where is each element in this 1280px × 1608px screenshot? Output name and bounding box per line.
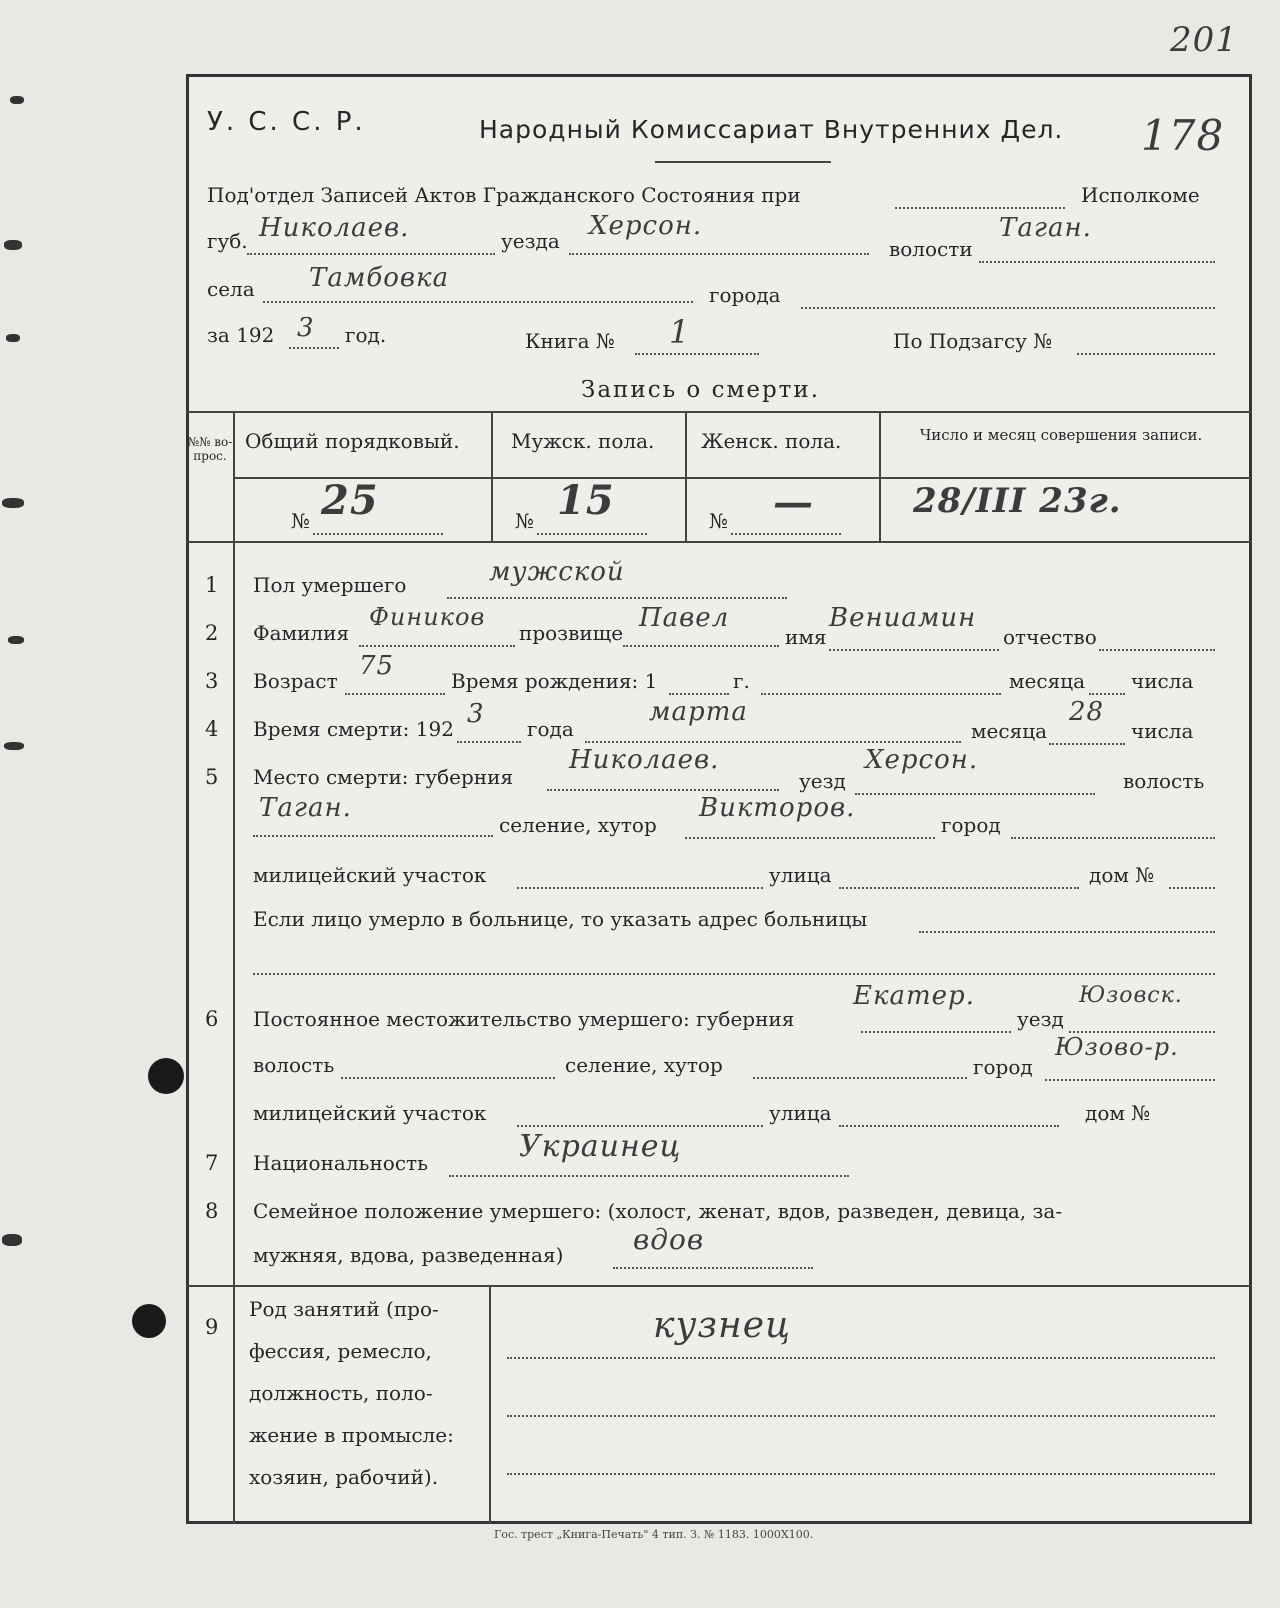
q6-gorod: город [973,1055,1033,1079]
subdept-label: Под'отдел Записей Актов Гражданского Состояния при [207,183,801,207]
q9-divider [489,1285,491,1524]
question-number: 6 [205,1007,219,1031]
edge-speck [8,636,24,644]
q9-line-1: Род занятий (про- [249,1297,439,1321]
question-number: 4 [205,717,219,741]
q6-selo-line [753,1077,967,1079]
q6-dom: дом № [1085,1101,1151,1125]
q6-volost-line [341,1077,555,1079]
edge-speck [6,334,20,342]
printer-footer: Гос. трест „Книга-Печать" 4 тип. З. № 1183. 1000Х100. [494,1528,814,1541]
record-title: Запись о смерти. [581,377,821,403]
q1-label: Пол умершего [253,573,407,597]
q6-gorod-line [1045,1079,1215,1081]
q3-month: месяца [1009,669,1085,693]
podzags-line [1077,353,1215,355]
question-number: 2 [205,621,219,645]
q3-label: Возраст [253,669,338,693]
q6-ulica: улица [769,1101,832,1125]
edge-speck [4,240,22,250]
q7-value: Украинец [519,1129,682,1164]
gorod-label: города [709,283,781,307]
q-column-header: №№ во- прос. [187,435,233,463]
q6-volost: волость [253,1053,335,1077]
col1-num-line [313,533,443,535]
question-number: 3 [205,669,219,693]
q6-milit: милицейский участок [253,1101,487,1125]
q6-uezd-label: уезд [1017,1007,1064,1031]
q6-label: Постоянное местожительство умершего: губерния [253,1007,795,1031]
volost-label: волости [889,237,973,261]
year-label: за 192 [207,323,275,347]
col2-divider [685,411,687,541]
q4-year-line [457,741,521,743]
col3-num-label: № [709,509,728,533]
uezd-value: Херсон. [589,211,703,241]
q2-surname: Фиников [369,603,486,631]
q5-selo-label: селение, хутор [499,813,657,837]
q9-answer-line-3 [507,1473,1215,1475]
uezd-line [569,253,869,255]
col4-header: Число и месяц совершения записи. [919,426,1203,444]
uezd-label: уезда [501,229,560,253]
commissariat-title: Народный Комиссариат Внутренних Дел. [479,115,1064,144]
year-line [289,347,339,349]
q2-nickname-label: прозвище [519,621,624,645]
q2-nickname-line [623,645,779,647]
q5-volost-value: Таган. [259,793,352,823]
q8-value: вдов [633,1223,705,1256]
question-number: 7 [205,1151,219,1175]
q5-hospital-line [919,931,1215,933]
q5-ulica-line [839,887,1079,889]
q5-gub-line [547,789,779,791]
corner-number: 201 [1170,20,1238,60]
q4-day: числа [1131,719,1194,743]
q9-line-3: должность, поло- [249,1381,433,1405]
republic-label: У. С. С. Р. [207,107,366,137]
q5-gub: Николаев. [569,745,720,775]
q5-dom: дом № [1089,863,1155,887]
q-column-divider [233,411,235,1524]
q4-month-value: марта [649,697,748,727]
q4-month: месяца [971,719,1047,743]
q6-gorod-value: Юзово-р. [1055,1033,1179,1061]
q3-birth-line [669,693,729,695]
q3-day: числа [1131,669,1194,693]
edge-speck [2,498,24,508]
question-number: 8 [205,1199,219,1223]
q2-name-label: имя [785,625,827,649]
q9-line-5: хозяин, рабочий). [249,1465,439,1489]
q9-value: кузнец [653,1305,792,1346]
punch-hole [132,1304,166,1338]
q9-answer-line-2 [507,1415,1215,1417]
q6-gub-line [861,1031,1011,1033]
q4-day-line [1049,743,1125,745]
question-number: 5 [205,765,219,789]
q2-label: Фамилия [253,621,350,645]
book-line [635,353,759,355]
q5-selo-line [685,837,935,839]
book-value: 1 [669,313,691,351]
table-top-line [186,411,1252,413]
q5-uezd-label: уезд [799,769,846,793]
q7-label: Национальность [253,1151,428,1175]
subdept-suffix: Исполкоме [1081,183,1200,207]
handwritten-number: 178 [1141,111,1225,160]
q3-value: 75 [359,651,395,681]
col1-num-label: № [291,509,310,533]
question-number: 9 [205,1315,219,1339]
gub-label: губ. [207,229,248,253]
q1-value: мужской [489,557,625,587]
gub-line [247,253,495,255]
q2-name-line [829,649,999,651]
volost-line [979,261,1215,263]
col1-header: Общий порядковый. [245,429,460,453]
q3-g: г. [733,669,750,693]
q2-name: Вениамин [829,603,977,633]
col3-header: Женск. пола. [701,429,842,453]
q9-top-line [186,1285,1252,1287]
col2-value: 15 [557,477,615,524]
q6-milit-line [517,1125,763,1127]
edge-speck [4,742,24,750]
q5-milit-line [517,887,763,889]
title-underline [655,161,831,163]
q4-month-line [585,741,961,743]
col2-num-line [537,533,647,535]
q1-line [447,597,787,599]
col3-divider [879,411,881,541]
q4-year: 3 [467,699,485,729]
q7-line [449,1175,849,1177]
edge-speck [2,1234,22,1246]
q3-day-line [1089,693,1125,695]
book-label: Книга № [525,329,615,353]
year-suffix: год. [345,323,387,347]
q5-gorod: город [941,813,1001,837]
col3-value: — [773,479,814,526]
edge-speck [10,96,24,104]
q9-line-4: жение в промысле: [249,1423,454,1447]
selo-line [263,301,693,303]
col1-value: 25 [321,477,379,524]
death-record-form [186,74,1252,1524]
q2-nickname: Павел [639,603,730,633]
q5-ulica: улица [769,863,832,887]
col2-header: Мужск. пола. [511,429,655,453]
q6-selo: селение, хутор [565,1053,723,1077]
col4-value: 28/III 23г. [913,481,1122,521]
q5-milit: милицейский участок [253,863,487,887]
q8-label-2: мужняя, вдова, разведенная) [253,1243,564,1267]
q5-gorod-line [1011,837,1215,839]
col1-divider [491,411,493,541]
selo-value: Тамбовка [309,263,450,293]
col2-num-label: № [515,509,534,533]
q5-volost: волость [1123,769,1205,793]
volost-value: Таган. [999,213,1092,243]
q5-volost-line [253,835,493,837]
q4-year-suffix: года [527,717,574,741]
q5-hospital: Если лицо умерло в больнице, то указать адрес больницы [253,907,868,931]
q3-birth-label: Время рождения: 1 [451,669,658,693]
table-body-line [186,541,1252,543]
punch-hole [148,1058,184,1094]
q6-ulica-line [839,1125,1059,1127]
subdept-line [895,207,1065,209]
q5-selo: Викторов. [699,793,856,823]
table-header-divider [233,477,1251,479]
q5-uezd-line [855,793,1095,795]
q2-surname-line [359,645,515,647]
gorod-line [801,307,1215,309]
q3-month-line [761,693,1001,695]
q9-answer-line-1 [507,1357,1215,1359]
question-number: 1 [205,573,219,597]
q9-line-2: фессия, ремесло, [249,1339,432,1363]
q5-label: Место смерти: губерния [253,765,514,789]
selo-label: села [207,277,255,301]
q5-hospital-line-2 [253,973,1215,975]
q5-dom-line [1169,887,1215,889]
q2-patronymic-line [1099,649,1215,651]
q6-uezd: Юзовск. [1079,983,1183,1008]
podzags-label: По Подзагсу № [893,329,1053,353]
q4-day-value: 28 [1069,697,1105,727]
q4-label: Время смерти: 192 [253,717,454,741]
q8-label: Семейное положение умершего: (холост, женат, вдов, разведен, девица, за- [253,1199,1063,1223]
q6-gub: Екатер. [853,981,975,1011]
q2-patronymic-label: отчество [1003,625,1097,649]
year-value: 3 [297,313,315,343]
q5-uezd: Херсон. [865,745,979,775]
col3-num-line [731,533,841,535]
gub-value: Николаев. [259,213,410,243]
q3-age-line [345,693,445,695]
q8-line [613,1267,813,1269]
